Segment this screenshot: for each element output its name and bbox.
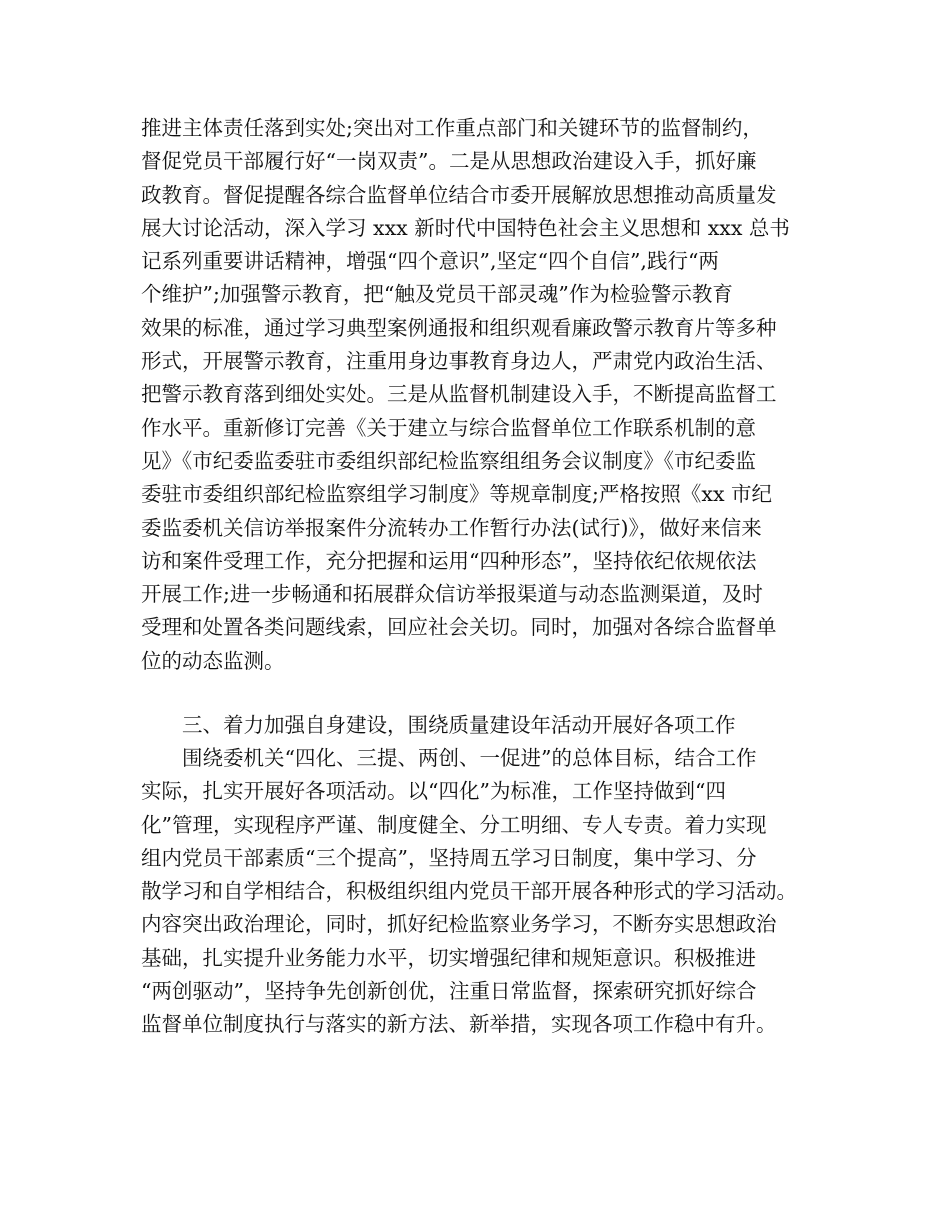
paragraph-line: 作水平。重新修订完善《关于建立与综合监督单位工作联系机制的意	[141, 415, 756, 440]
paragraph-line: 位的动态监测。	[141, 648, 285, 673]
paragraph-line: 组内党员干部素质“三个提高”，坚持周五学习日制度，集中学习、分	[141, 845, 757, 870]
paragraph-line: 化”管理，实现程序严谨、制度健全、分工明细、专人专责。着力实现	[141, 812, 767, 837]
paragraph-line: 形式，开展警示教育，注重用身边事教育身边人，严肃党内政治生活、	[141, 349, 777, 374]
paragraph-line: 基础，扎实提升业务能力水平，切实增强纪律和规矩意识。积极推进	[141, 945, 756, 970]
paragraph-2	[141, 742, 841, 1042]
paragraph-line: 督促党员干部履行好“一岗双责”。二是从思想政治建设入手，抓好廉	[141, 149, 757, 174]
section-heading	[141, 709, 841, 742]
paragraph-line: 效果的标准，通过学习典型案例通报和组织观看廉政警示教育片等多种	[141, 315, 777, 340]
paragraph-line: 把警示教育落到细处实处。三是从监督机制建设入手，不断提高监督工	[141, 382, 777, 407]
paragraph-line: 内容突出政治理论，同时，抓好纪检监察业务学习，不断夯实思想政治	[141, 912, 777, 937]
paragraph-line: 监督单位制度执行与落实的新方法、新举措，实现各项工作稳中有升。	[141, 1012, 777, 1037]
paragraph-line: 实际，扎实开展好各项活动。以“四化”为标准，工作坚持做到“四	[141, 779, 726, 804]
paragraph-line: 记系列重要讲话精神，增强“四个意识”,坚定“四个自信”,践行“两	[141, 249, 719, 274]
heading-text: 三、着力加强自身建设，围绕质量建设年活动开展好各项工作	[182, 713, 736, 737]
paragraph-line: 开展工作;进一步畅通和拓展群众信访举报渠道与动态监测渠道，及时	[141, 582, 763, 607]
paragraph-line: 展大讨论活动，深入学习 xxx 新时代中国特色社会主义思想和 xxx 总书	[141, 215, 790, 240]
paragraph-1	[141, 112, 841, 678]
paragraph-line: 访和案件受理工作，充分把握和运用“四种形态”，坚持依纪依规依法	[141, 548, 757, 573]
paragraph-line: 个维护”;加强警示教育，把“触及党员干部灵魂”作为检验警示教育	[141, 282, 733, 307]
paragraph-line: 受理和处置各类问题线索，回应社会关切。同时，加强对各综合监督单	[141, 615, 777, 640]
paragraph-line: “两创驱动”，坚持争先创新创优，注重日常监督，探索研究抓好综合	[141, 979, 757, 1004]
paragraph-line: 见》《市纪委监委驻市委组织部纪检监察组组务会议制度》《市纪委监	[141, 448, 756, 473]
paragraph-line: 推进主体责任落到实处;突出对工作重点部门和关键环节的监督制约，	[141, 116, 763, 140]
paragraph-line: 围绕委机关“四化、三提、两创、一促进”的总体目标，结合工作	[182, 746, 757, 770]
paragraph-line: 委监委机关信访举报案件分流转办工作暂行办法(试行)》，做好来信来	[141, 515, 762, 540]
paragraph-line: 散学习和自学相结合，积极组织组内党员干部开展各种形式的学习活动。	[141, 879, 797, 904]
paragraph-line: 委驻市委组织部纪检监察组学习制度》等规章制度;严格按照《xx 市纪	[141, 482, 773, 507]
paragraph-line: 政教育。督促提醒各综合监督单位结合市委开展解放思想推动高质量发	[141, 182, 777, 207]
